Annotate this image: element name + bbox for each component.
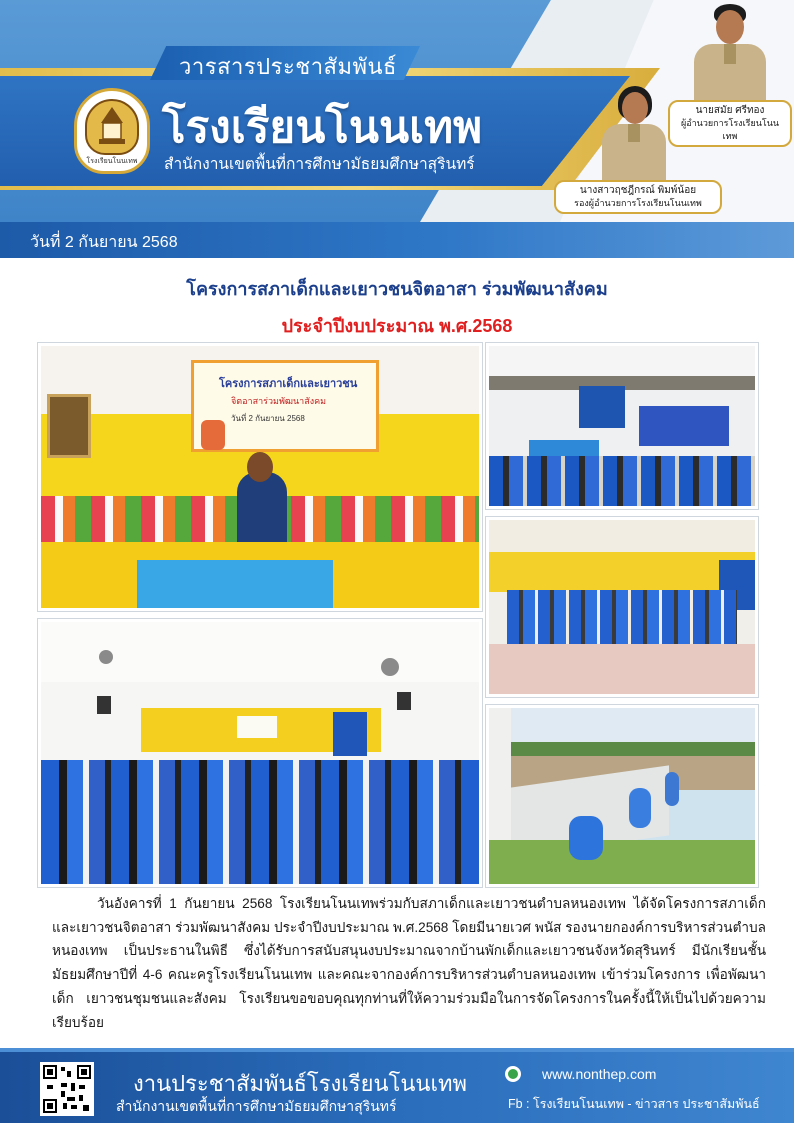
article-body-text: วันอังคารที่ 1 กันยายน 2568 โรงเรียนโนนเทพร่วมกับสภาเด็กและเยาวชนตำบลหนองเทพ ได้จัดโครงการสภาเด็กและเยาวชนจิตอาสา ร่วมพัฒนาสังคม ประจำปีงบประมาณ พ.ศ.2568 โดยมีนายเวศ พนัส รองนายกองค์การบริหารส่วนตำบลหนองเทพ เป็นประธานในพิธี ซึ่งได้รับการสนับสนุนงบประมาณจากบ้านพักเด็กและเยาวชนจังหวัดสุรินทร์ มีนักเรียนชั้นมัธยมศึกษาปีที่ 4-6 คณะครูโรงเรียนโนนเทพ และคณะจากองค์การบริหารส่วนตำบลหนองเทพ เข้าร่วมโครงการ เพื่อพัฒนาเด็ก เยาวชนชุมชนและสังคม โรงเรียนขอขอบคุณทุกท่านที่ให้ความร่วมมือในการจัดโครงการในครั้งนี้ให้เป็นไปด้วยความเรียบร้อย	[52, 896, 766, 1030]
school-emblem-icon	[85, 99, 139, 155]
article-subheadline: ประจำปีงบประมาณ พ.ศ.2568	[281, 316, 513, 336]
footer-subtitle: สำนักงานเขตพื้นที่การศึกษามัธยมศึกษาสุรินทร์	[116, 1098, 397, 1114]
school-logo	[74, 88, 150, 174]
school-title: โรงเรียนโนนเทพ	[162, 103, 483, 152]
deputy-photo	[598, 82, 670, 182]
deputy-caption	[554, 180, 722, 214]
director-name: นายสมัย ศรีทอง	[695, 105, 765, 116]
website-link[interactable]: www.nonthep.com	[542, 1066, 657, 1082]
footer-title: งานประชาสัมพันธ์โรงเรียนโนนเทพ	[133, 1071, 467, 1096]
director-position: ผู้อำนวยการโรงเรียนโนนเทพ	[680, 118, 780, 141]
banner-date: วันที่ 2 กันยายน 2568	[231, 414, 305, 423]
volunteer	[569, 816, 603, 860]
qr-pattern	[43, 1065, 91, 1113]
logo-caption: โรงเรียนโนนเทพ	[86, 157, 138, 165]
date-bar	[0, 222, 794, 258]
podium-table	[137, 560, 333, 608]
globe-icon	[505, 1066, 521, 1082]
photo-opening-ceremony	[38, 343, 482, 611]
photo-audience-wide	[38, 619, 482, 887]
director-photo	[690, 2, 770, 102]
director-caption	[668, 100, 792, 147]
volunteer	[629, 788, 651, 828]
article-body	[52, 892, 766, 1034]
photo-hall-audience	[486, 343, 758, 509]
office-name: สำนักงานเขตพื้นที่การศึกษามัธยมศึกษาสุรินทร์	[164, 156, 475, 173]
masthead	[0, 0, 794, 222]
article-headline: โครงการสภาเด็กและเยาวชนจิตอาสา ร่วมพัฒนาสังคม	[186, 279, 608, 299]
facebook-link[interactable]: Fb : โรงเรียนโนนเทพ - ข่าวสาร ประชาสัมพันธ์	[508, 1097, 760, 1111]
volunteer	[665, 772, 679, 806]
banner-title: โครงการสภาเด็กและเยาวชน	[219, 378, 358, 390]
issue-date: วันที่ 2 กันยายน 2568	[30, 234, 178, 251]
deputy-name: นางสาวฤชฎีกรณ์ พิมพ์น้อย	[579, 185, 697, 196]
qr-code-icon[interactable]	[40, 1062, 94, 1116]
photo-painting-wall	[486, 705, 758, 887]
deputy-position: รองผู้อำนวยการโรงเรียนโนนเทพ	[574, 198, 702, 208]
banner-subtitle: จิตอาสาร่วมพัฒนาสังคม	[231, 396, 327, 406]
photo-group	[486, 517, 758, 697]
portrait-frame	[47, 394, 91, 458]
speaker	[237, 472, 287, 542]
newsletter-label: วารสารประชาสัมพันธ์	[179, 54, 397, 79]
